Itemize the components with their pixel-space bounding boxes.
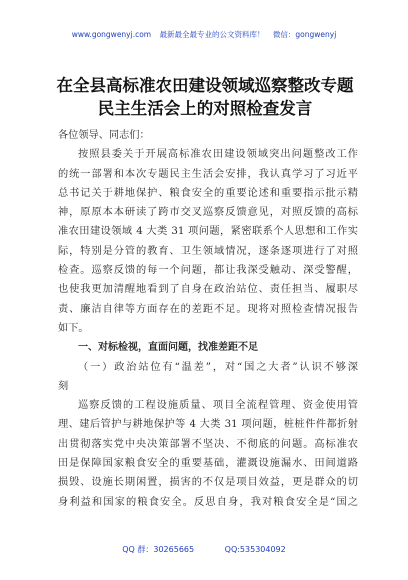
body-line: 检查。巡察反馈的每一个问题，都让我深受触动、深受警醒， (58, 265, 358, 277)
body-line: 按照县委关于开展高标准农田建设领域突出问题整改工作 (78, 149, 358, 161)
body-line: 准农田建设领域 4 大类 31 项问题，紧密联系个人思想和工作实 (58, 226, 358, 238)
subsection-heading-1-cont: 刻 (58, 380, 69, 392)
footer-qq-group: QQ 群：30265665 (122, 545, 195, 554)
subsection-heading-1: （一）政治站位有“温差”，对“国之大者”认识不够深 (78, 361, 358, 373)
header-site-link[interactable]: www.gongwenyj.com (71, 30, 152, 39)
body-line: 责、廉洁自律等方面存在的差距不足。现将对照检查情况报告 (58, 303, 358, 315)
body-line: 总书记关于耕地保护、粮食安全的重要论述和重要指示批示精 (58, 187, 358, 199)
body-line: 神，原原本本研读了跨市交叉巡察反馈意见，对照反馈的高标 (58, 207, 358, 219)
body-line: 际，特别是分管的教育、卫生领域情况，逐条逐项进行了对照 (58, 245, 358, 257)
body-line: 身利益和国家的粮食安全。反思自身，我对粮食安全是“国之 (58, 496, 358, 508)
body-line: 如下。 (58, 322, 89, 334)
title-line-1: 在全县高标准农田建设领域巡察整改专题 (56, 76, 354, 95)
header-wechat: 微信：gongwenyj (272, 30, 337, 39)
header-slogan: 最新最全最专业的公文资料库！ (159, 30, 265, 39)
body-line: 巡察反馈的工程设施质量、项目全流程管理、资金使用管 (78, 400, 358, 412)
body-line: 田是保障国家粮食安全的重要基础，灌溉设施漏水、田间道路 (58, 458, 358, 470)
document-body (58, 126, 358, 512)
title-line-2: 民主生活会上的对照检查发言 (97, 99, 313, 118)
header-banner (0, 29, 408, 40)
salutation: 各位领导、同志们： (58, 130, 150, 141)
section-heading-1: 一、对标检视，直面问题，找准差距不足 (78, 342, 258, 354)
body-line: 的统一部署和本次专题民主生活会安排，我认真学习了习近平 (58, 168, 358, 180)
body-line: 出贯彻落实党中央决策部署不坚决、不彻底的问题。高标准农 (58, 438, 358, 450)
body-line: 损毁、设施长期闲置，损害的不仅是项目效益，更是群众的切 (58, 477, 358, 489)
document-title (40, 74, 370, 120)
footer-banner (0, 544, 408, 555)
footer-qq: QQ:535304092 (224, 545, 286, 554)
body-line: 也使我更加清醒地看到了自身在政治站位、责任担当、履职尽 (58, 284, 358, 296)
body-line: 理、建后管护与耕地保护等 4 大类 31 项问题，桩桩件件都折射 (58, 419, 358, 431)
